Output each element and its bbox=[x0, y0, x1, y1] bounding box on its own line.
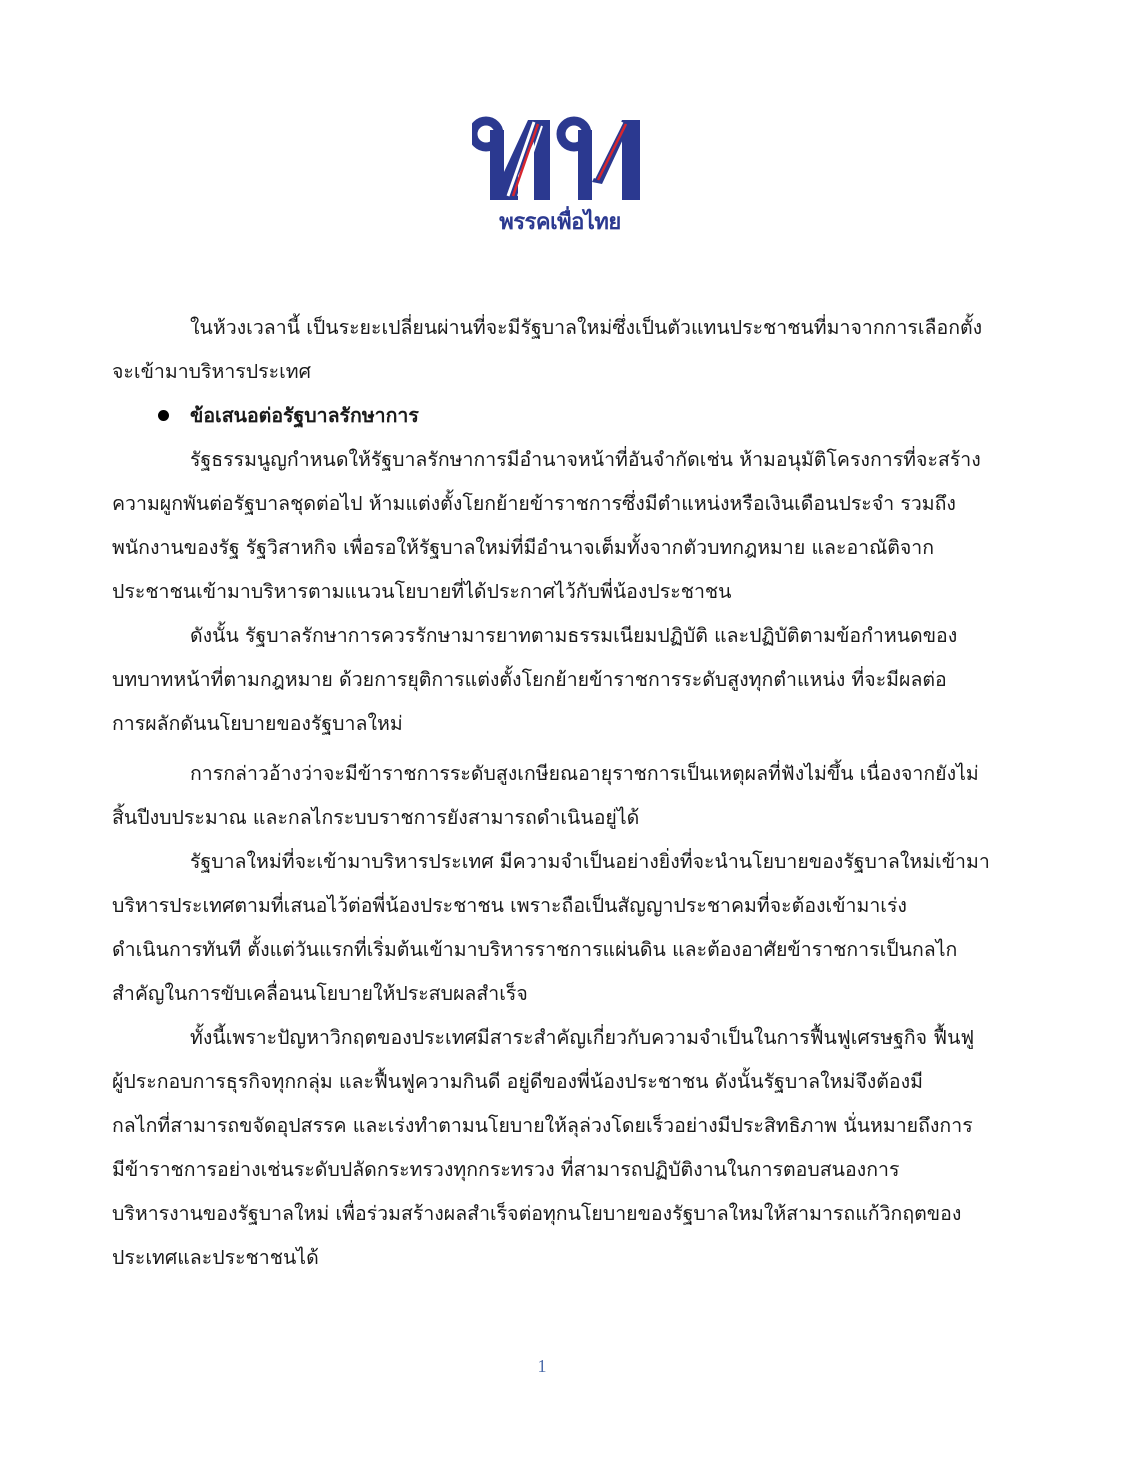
text-line: ทั้งนี้เพราะปัญหาวิกฤตของประเทศมีสาระสำคัญเกี่ยวกับความจำเป็นในการฟื้นฟูเศรษฐกิจ ฟื้นฟู bbox=[190, 1026, 975, 1049]
section-heading-text: ข้อเสนอต่อรัฐบาลรักษาการ bbox=[190, 404, 419, 427]
text-line: ประชาชนเข้ามาบริหารตามแนวนโยบายที่ได้ประกาศไว้กับพี่น้องประชาชน bbox=[112, 580, 732, 603]
paragraph-crisis-recovery bbox=[112, 1016, 1030, 1280]
text-line: สิ้นปีงบประมาณ และกลไกระบบราชการยังสามารถดำเนินอยู่ได้ bbox=[112, 806, 640, 829]
party-name: พรรคเพื่อไทย bbox=[499, 210, 621, 235]
text-line: กลไกที่สามารถขจัดอุปสรรค และเร่งทำตามนโยบายให้ลุล่วงโดยเร็วอย่างมีประสิทธิภาพ นั่นหมายถึงการ bbox=[112, 1114, 973, 1137]
document-body bbox=[112, 306, 1030, 1280]
bullet-icon bbox=[158, 410, 169, 421]
text-line: ในห้วงเวลานี้ เป็นระยะเปลี่ยนผ่านที่จะมีรัฐบาลใหม่ซึ่งเป็นตัวแทนประชาชนที่มาจากการเลือกตั้ง bbox=[190, 316, 983, 339]
text-line: บริหารประเทศตามที่เสนอไว้ต่อพี่น้องประชาชน เพราะถือเป็นสัญญาประชาคมที่จะต้องเข้ามาเร่ง bbox=[112, 894, 907, 917]
party-logo-mark-icon bbox=[472, 112, 648, 204]
intro-paragraph bbox=[112, 306, 1030, 394]
page-number: 1 bbox=[537, 1356, 547, 1376]
section-heading bbox=[112, 394, 1030, 438]
text-line: รัฐธรรมนูญกำหนดให้รัฐบาลรักษาการมีอำนาจหน้าที่อันจำกัดเช่น ห้ามอนุมัติโครงการที่จะสร้าง bbox=[190, 448, 981, 471]
text-line: ดังนั้น รัฐบาลรักษาการควรรักษามารยาทตามธรรมเนียมปฏิบัติ และปฏิบัติตามข้อกำหนดของ bbox=[190, 624, 958, 647]
text-line: ประเทศและประชาชนได้ bbox=[112, 1246, 319, 1269]
text-line: การผลักดันนโยบายของรัฐบาลใหม่ bbox=[112, 712, 403, 735]
logo-letter-pho bbox=[473, 120, 550, 200]
paragraph-new-government bbox=[112, 840, 1030, 1016]
text-line: พนักงานของรัฐ รัฐวิสาหกิจ เพื่อรอให้รัฐบาลใหม่ที่มีอำนาจเต็มทั้งจากตัวบทกฎหมาย และอาณัติจาก bbox=[112, 536, 935, 559]
text-line: สำคัญในการขับเคลื่อนนโยบายให้ประสบผลสำเร็จ bbox=[112, 982, 528, 1005]
party-logo bbox=[472, 112, 648, 236]
text-line: จะเข้ามาบริหารประเทศ bbox=[112, 360, 311, 383]
logo-letter-tho bbox=[561, 120, 640, 200]
paragraph-therefore bbox=[112, 614, 1030, 746]
paragraph-caretaker-powers bbox=[112, 438, 1030, 614]
text-line: ผู้ประกอบการธุรกิจทุกกลุ่ม และฟื้นฟูความกินดี อยู่ดีของพี่น้องประชาชน ดังนั้นรัฐบาลใหม่จึงต้องมี bbox=[112, 1070, 924, 1093]
text-line: ดำเนินการทันที ตั้งแต่วันแรกที่เริ่มต้นเข้ามาบริหารราชการแผ่นดิน และต้องอาศัยข้าราชการเป็นกลไก bbox=[112, 938, 958, 961]
text-line: การกล่าวอ้างว่าจะมีข้าราชการระดับสูงเกษียณอายุราชการเป็นเหตุผลที่ฟังไม่ขึ้น เนื่องจากยังไม่ bbox=[190, 762, 979, 785]
paragraph-retirement-claim bbox=[112, 752, 1030, 840]
text-line: บริหารงานของรัฐบาลใหม่ เพื่อร่วมสร้างผลสำเร็จต่อทุกนโยบายของรัฐบาลใหมให้สามารถแก้วิกฤตของ bbox=[112, 1202, 962, 1225]
text-line: บทบาทหน้าที่ตามกฎหมาย ด้วยการยุติการแต่งตั้งโยกย้ายข้าราชการระดับสูงทุกตำแหน่ง ที่จะมีผลต่อ bbox=[112, 668, 947, 691]
text-line: ความผูกพันต่อรัฐบาลชุดต่อไป ห้ามแต่งตั้งโยกย้ายข้าราชการซึ่งมีตำแหน่งหรือเงินเดือนประจำ รวมถึง bbox=[112, 492, 956, 515]
text-line: รัฐบาลใหม่ที่จะเข้ามาบริหารประเทศ มีความจำเป็นอย่างยิ่งที่จะนำนโยบายของรัฐบาลใหม่เข้ามา bbox=[190, 850, 990, 873]
text-line: มีข้าราชการอย่างเช่นระดับปลัดกระทรวงทุกกระทรวง ที่สามารถปฏิบัติงานในการตอบสนองการ bbox=[112, 1158, 900, 1181]
